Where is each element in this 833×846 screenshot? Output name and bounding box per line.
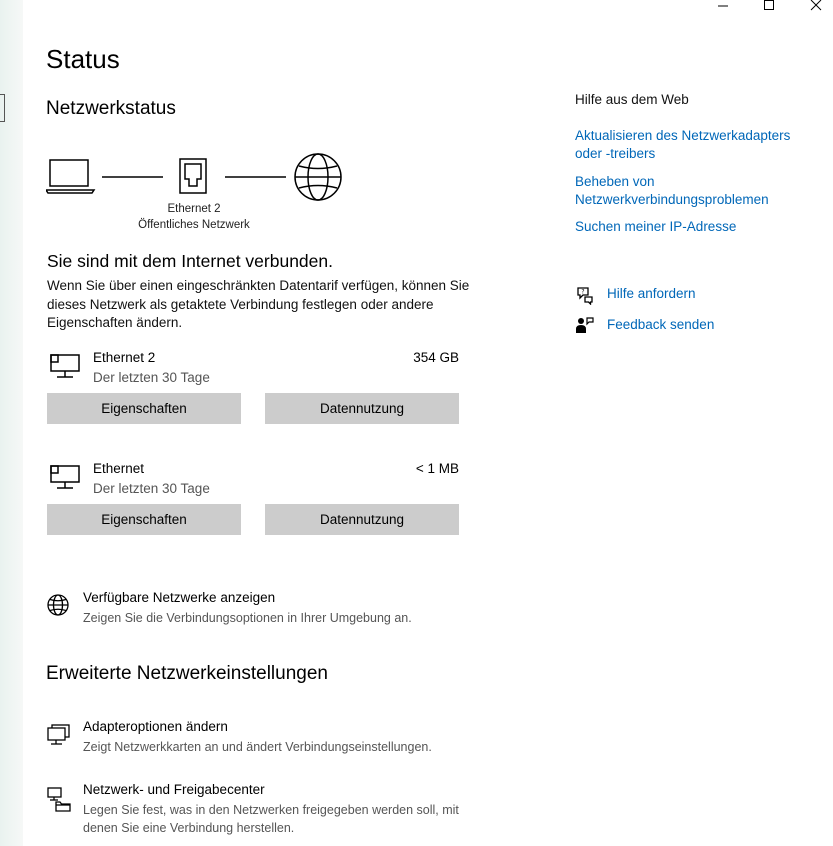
help-link-find-ip[interactable]: Suchen meiner IP-Adresse xyxy=(575,219,737,234)
minimize-button[interactable] xyxy=(708,0,738,12)
help-link-update-adapter[interactable]: Aktualisieren des Netzwerkadapters oder -treibers xyxy=(575,128,791,161)
connection-status-text: Sie sind mit dem Internet verbunden. xyxy=(47,251,333,271)
advanced-settings-heading: Erweiterte Netzwerkeinstellungen xyxy=(46,663,328,684)
data-usage-button[interactable]: Datennutzung xyxy=(265,393,459,424)
available-networks-title: Verfügbare Netzwerke anzeigen xyxy=(83,590,276,605)
properties-button[interactable]: Eigenschaften xyxy=(47,504,241,535)
available-networks-link[interactable] xyxy=(46,590,486,630)
page-title: Status xyxy=(46,44,120,74)
adapter-options-subtitle: Zeigt Netzwerkkarten an und ändert Verbindungseinstellungen. xyxy=(83,740,432,754)
maximize-button[interactable] xyxy=(754,0,784,12)
sharing-center-link[interactable] xyxy=(46,782,486,838)
send-feedback-label: Feedback senden xyxy=(607,317,715,332)
sharing-center-title: Netzwerk- und Freigabecenter xyxy=(83,782,265,797)
available-networks-subtitle: Zeigen Sie die Verbindungsoptionen in Ihrer Umgebung an. xyxy=(83,611,412,625)
adapter-period: Der letzten 30 Tage xyxy=(93,370,210,385)
sharing-center-icon xyxy=(46,786,72,812)
globe-icon xyxy=(295,154,341,200)
data-usage-button[interactable]: Datennutzung xyxy=(265,504,459,535)
adapter-options-title: Adapteroptionen ändern xyxy=(83,719,228,734)
close-button[interactable] xyxy=(801,0,831,12)
adapter-options-link[interactable] xyxy=(46,719,486,759)
minimize-icon xyxy=(717,1,729,11)
adapter-options-icon xyxy=(46,723,72,747)
get-help-label: Hilfe anfordern xyxy=(607,286,696,301)
network-diagram xyxy=(46,152,346,236)
diagram-network-type: Öffentliches Netzwerk xyxy=(138,219,250,231)
adapter-period: Der letzten 30 Tage xyxy=(93,481,210,496)
background-window-edge xyxy=(0,94,5,122)
laptop-icon xyxy=(46,160,94,193)
background-window-strip xyxy=(0,0,23,846)
adapter-card-ethernet xyxy=(47,461,459,611)
metered-connection-hint: Wenn Sie über einen eingeschränkten Datentarif verfügen, können Sie dieses Netzwerk als getaktete Verbindung festlegen oder andere Eigenschaften ändern. xyxy=(47,278,470,330)
adapter-name: Ethernet 2 xyxy=(93,350,156,365)
globe-network-icon xyxy=(46,594,70,618)
adapter-usage: 354 GB xyxy=(413,350,459,365)
sharing-center-subtitle: Legen Sie fest, was in den Netzwerken freigegeben werden soll, mit denen Sie eine Verbindung herstellen. xyxy=(83,803,459,835)
adapter-name: Ethernet xyxy=(93,461,145,476)
help-web-title: Hilfe aus dem Web xyxy=(575,92,689,107)
wired-network-icon xyxy=(47,350,81,380)
maximize-icon xyxy=(763,0,775,12)
network-diagram-graphic xyxy=(46,152,346,208)
diagram-connection-name: Ethernet 2 xyxy=(167,203,221,215)
wired-network-icon xyxy=(47,461,81,491)
ethernet-port-icon xyxy=(180,159,206,193)
get-help-icon xyxy=(575,285,595,305)
help-link-fix-connection[interactable]: Beheben von Netzwerkverbindungsproblemen xyxy=(575,174,769,207)
properties-button[interactable]: Eigenschaften xyxy=(47,393,241,424)
adapter-usage: < 1 MB xyxy=(415,461,459,476)
feedback-icon xyxy=(575,316,595,336)
close-icon xyxy=(810,0,822,12)
svg-text:?: ? xyxy=(581,288,585,296)
network-status-heading: Netzwerkstatus xyxy=(46,98,176,119)
